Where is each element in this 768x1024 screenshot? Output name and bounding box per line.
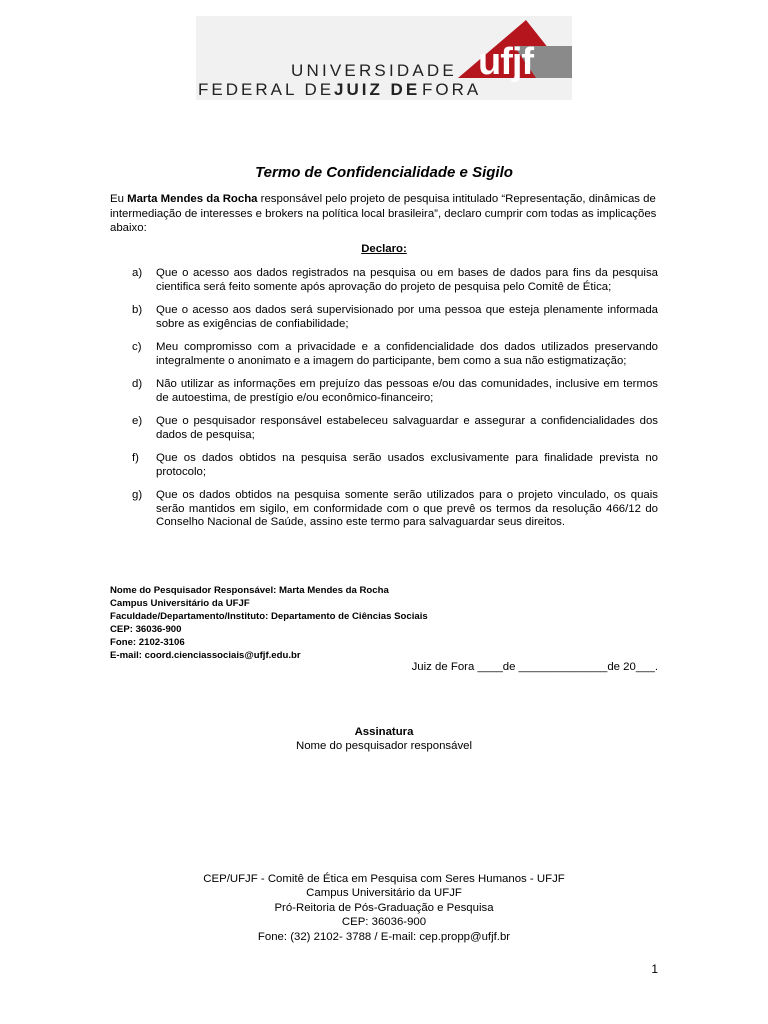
intro-paragraph	[110, 192, 658, 236]
cep-line: CEP: 36036-900	[110, 624, 182, 635]
item-letter: b)	[132, 304, 143, 316]
intro-researcher-name: Marta Mendes da Rocha	[127, 193, 258, 205]
footer-line: CEP/UFJF - Comitê de Ética em Pesquisa com Seres Humanos - UFJF	[203, 873, 565, 885]
item-letter: a)	[132, 267, 143, 279]
list-item	[110, 267, 658, 294]
date-line: Juiz de Fora ____de ______________de 20___.	[411, 661, 658, 673]
signature-label-text: Assinatura	[354, 726, 414, 738]
item-text: Que o pesquisador responsável estabeleceu salvaguardar e assegurar a confidencialidades dos dados de pesquisa;	[156, 415, 658, 441]
signature-sublabel: Nome do pesquisador responsável	[295, 739, 473, 752]
logo-ufjf-mark: ufjf	[478, 41, 534, 83]
list-item	[110, 304, 658, 331]
logo-line-federal: FEDERAL DE	[198, 80, 335, 99]
logo-line-juiz: JUIZ DE	[334, 80, 421, 99]
logo-line-fora: FORA	[422, 80, 482, 99]
list-item	[110, 341, 658, 368]
item-text: Que o acesso aos dados registrados na pesquisa ou em bases de dados para fins da pesquisa cientifica será feito somente após aprovação do projeto de pesquisa pelo Comitê de Ética;	[156, 267, 658, 293]
item-text: Que os dados obtidos na pesquisa serão usados exclusivamente para finalidade prevista no protocolo;	[156, 452, 658, 478]
campus-line: Campus Universitário da UFJF	[110, 598, 250, 609]
researcher-info-block	[110, 584, 428, 662]
footer-line: Pró-Reitoria de Pós-Graduação e Pesquisa	[274, 901, 494, 914]
ufjf-logo	[196, 16, 572, 100]
item-text: Que o acesso aos dados será supervisionado por uma pessoa que esteja plenamente informada sobre as exigências de confiabilidade;	[156, 304, 658, 330]
signature-block	[0, 726, 768, 753]
intro-prefix: Eu	[110, 193, 128, 205]
footer-line: CEP: 36036-900	[341, 916, 427, 929]
footer	[0, 872, 768, 944]
item-letter: c)	[132, 341, 142, 353]
item-text: Não utilizar as informações em prejuízo das pessoas e/ou das comunidades, inclusive em termos de autoestima, de prestígio e/ou econômico-financeiro;	[156, 378, 658, 404]
page-number: 1	[651, 962, 658, 976]
list-item	[110, 452, 658, 479]
item-letter: e)	[132, 415, 143, 427]
footer-line: Campus Universitário da UFJF	[306, 887, 462, 900]
phone-line: Fone: 2102-3106	[110, 637, 185, 648]
item-letter: g)	[132, 489, 143, 501]
list-item	[110, 415, 658, 442]
signature-label	[0, 726, 768, 740]
document-title: Termo de Confidencialidade e Sigilo	[255, 164, 513, 181]
item-letter: f)	[132, 452, 139, 464]
ufjf-logo-graphic	[196, 16, 572, 100]
declaration-list	[110, 267, 658, 540]
logo-line-universidade: UNIVERSIDADE	[291, 61, 457, 80]
list-item	[110, 378, 658, 405]
item-text: Que os dados obtidos na pesquisa somente serão utilizados para o projeto vinculado, os quais serão mantidos em sigilo, em conformidade com o que prevê os termos da resolução 466/12 do Conselho Nacional de Saúde, assino este termo para salvaguardar seus direitos.	[156, 489, 658, 528]
intro-text: responsável pelo projeto de pesquisa intitulado “Representação, dinâmicas de intermediação de interesses e brokers na política local brasileira”, declaro cumprir com todas as implicações abaixo:	[110, 193, 657, 234]
item-text: Meu compromisso com a privacidade e a confidencialidade dos dados utilizados preservando integralmente o anonimato e a imagem do participante, bem como a sua não estigmatização;	[156, 341, 658, 367]
faculty-line: Faculdade/Departamento/Instituto: Departamento de Ciências Sociais	[110, 611, 428, 622]
researcher-name-line: Nome do Pesquisador Responsável: Marta Mendes da Rocha	[110, 585, 389, 596]
item-letter: d)	[132, 378, 143, 390]
email-line: E-mail: coord.cienciassociais@ufjf.edu.br	[110, 650, 301, 661]
footer-line: Fone: (32) 2102- 3788 / E-mail: cep.propp@ufjf.br	[257, 930, 511, 943]
list-item	[110, 489, 658, 530]
declaro-heading: Declaro:	[361, 243, 407, 255]
